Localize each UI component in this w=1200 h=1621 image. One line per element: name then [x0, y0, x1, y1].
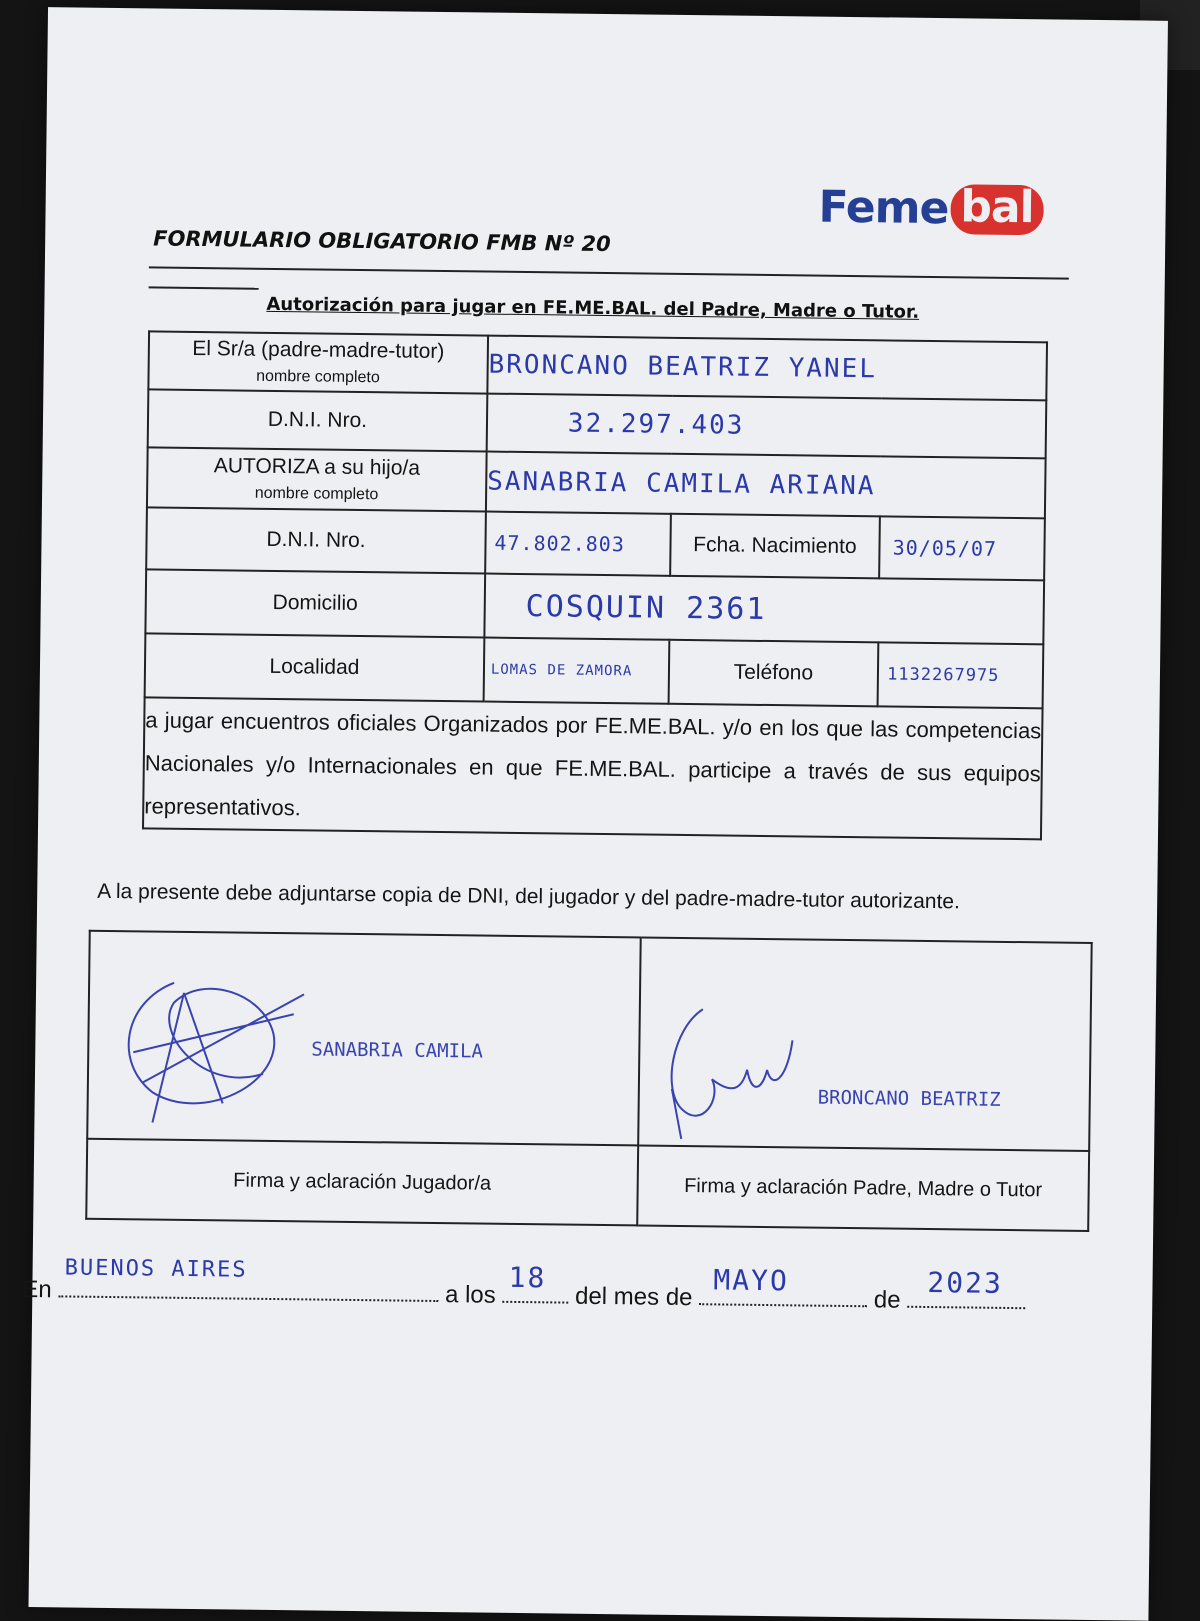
- child-name-field[interactable]: [486, 452, 1046, 519]
- parent-dni-value: 32.297.403: [567, 408, 745, 441]
- day-field[interactable]: [502, 1260, 568, 1304]
- player-signature-name: SANABRIA CAMILA: [311, 1038, 484, 1063]
- parent-signature-label: Firma y aclaración Padre, Madre o Tutor: [637, 1145, 1089, 1231]
- table-row: [87, 931, 1091, 1151]
- child-label: AUTORIZA a su hijo/a: [213, 454, 421, 480]
- city-value: BUENOS AIRES: [64, 1255, 248, 1283]
- table-row: [148, 331, 1047, 400]
- player-signature-label: Firma y aclaración Jugador/a: [86, 1139, 638, 1226]
- phone-label: Teléfono: [668, 640, 878, 707]
- parent-signature-scribble: [661, 999, 803, 1151]
- authorization-title: Autorización para jugar en FE.ME.BAL. del Padre, Madre o Tutor.: [266, 293, 920, 323]
- parent-label-cell: [148, 331, 488, 393]
- parent-name-field[interactable]: [487, 336, 1047, 401]
- table-row: [145, 633, 1044, 708]
- phone-value: 1132267975: [887, 664, 1000, 686]
- child-dni-value: 47.802.803: [494, 530, 625, 557]
- birth-date-value: 30/05/07: [892, 535, 998, 561]
- form-page: [22, 7, 1167, 1621]
- femebal-logo: [818, 182, 1044, 236]
- parent-signature-name: BRONCANO BEATRIZ: [817, 1086, 1001, 1111]
- player-signature-box[interactable]: [87, 931, 640, 1146]
- locality-field[interactable]: [483, 638, 669, 704]
- address-field[interactable]: [484, 574, 1044, 645]
- de-label: de: [873, 1286, 901, 1314]
- month-value: MAYO: [713, 1263, 790, 1298]
- locality-label: Localidad: [145, 633, 485, 701]
- address-value: COSQUIN 2361: [525, 588, 767, 627]
- parent-name-value: BRONCANO BEATRIZ YANEL: [488, 349, 878, 385]
- closing-line: [22, 1255, 1025, 1316]
- locality-value: LOMAS DE ZAMORA: [490, 661, 633, 680]
- year-field[interactable]: [907, 1265, 1025, 1309]
- player-signature-scribble: [112, 972, 314, 1134]
- address-label: Domicilio: [145, 569, 485, 637]
- signature-table: [85, 930, 1092, 1232]
- form-title: FORMULARIO OBLIGATORIO FMB Nº 20: [153, 226, 611, 257]
- phone-field[interactable]: [878, 642, 1044, 708]
- logo-prefix: Feme: [818, 181, 949, 235]
- child-dni-label: D.N.I. Nro.: [146, 507, 486, 573]
- parent-signature-box[interactable]: [638, 937, 1092, 1150]
- child-dni-field[interactable]: [485, 512, 671, 576]
- city-field[interactable]: [58, 1255, 438, 1302]
- table-row: [86, 1139, 1089, 1231]
- parent-dni-field[interactable]: [487, 394, 1047, 459]
- table-row: [146, 507, 1045, 580]
- logo-pill: bal: [950, 184, 1044, 235]
- attachment-note: A la presente debe adjuntarse copia de DNI, del jugador y del padre-madre-tutor autorizante.: [97, 879, 961, 914]
- table-row: [145, 569, 1044, 644]
- birth-date-label: Fcha. Nacimiento: [670, 514, 880, 579]
- authorization-table: [142, 330, 1048, 840]
- month-field[interactable]: [699, 1263, 867, 1307]
- en-label: En: [22, 1275, 52, 1304]
- table-row: [143, 697, 1043, 839]
- table-row: [148, 389, 1047, 458]
- a-los-label: a los: [444, 1281, 496, 1309]
- day-value: 18: [508, 1260, 547, 1295]
- child-label-cell: [147, 447, 487, 511]
- child-sublabel: nombre completo: [254, 484, 379, 504]
- year-value: 2023: [927, 1265, 1004, 1300]
- birth-date-field[interactable]: [879, 516, 1045, 580]
- child-name-value: SANABRIA CAMILA ARIANA: [486, 466, 876, 502]
- authorization-statement: a jugar encuentros oficiales Organizados por FE.ME.BAL. y/o en los que las competencias Nacionales y/o Internacionales en que FE.ME.BAL. participe a través de sus equipos representativos.: [143, 697, 1043, 839]
- parent-sublabel: nombre completo: [256, 367, 380, 387]
- mes-label: del mes de: [574, 1282, 693, 1312]
- parent-dni-label: D.N.I. Nro.: [148, 389, 488, 451]
- divider-short: [149, 286, 259, 289]
- parent-label: El Sr/a (padre-madre-tutor): [192, 336, 445, 364]
- divider: [149, 266, 1069, 279]
- table-row: [147, 447, 1046, 518]
